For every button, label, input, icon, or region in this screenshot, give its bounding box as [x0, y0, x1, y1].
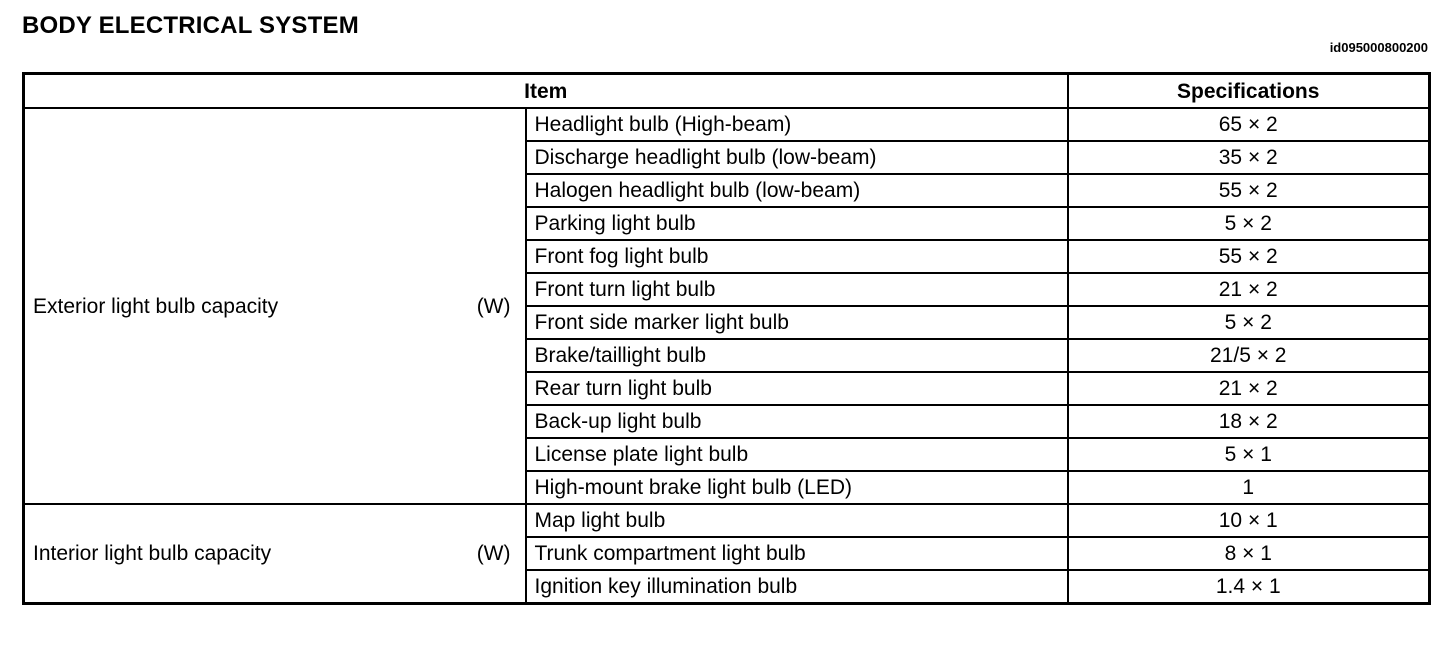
group-label-wrap	[33, 538, 517, 569]
specification-cell: 8 × 1	[1068, 537, 1430, 570]
item-cell: High-mount brake light bulb (LED)	[526, 471, 1068, 504]
item-cell: Headlight bulb (High-beam)	[526, 108, 1068, 141]
group-unit: (W)	[476, 542, 511, 565]
specification-cell: 5 × 2	[1068, 207, 1430, 240]
specification-cell: 1	[1068, 471, 1430, 504]
group-label-cell	[24, 504, 526, 604]
item-cell: Front fog light bulb	[526, 240, 1068, 273]
item-cell: Halogen headlight bulb (low-beam)	[526, 174, 1068, 207]
specification-cell: 5 × 2	[1068, 306, 1430, 339]
group-label: Exterior light bulb capacity	[33, 294, 279, 318]
column-header-specifications: Specifications	[1068, 74, 1430, 109]
specification-cell: 21 × 2	[1068, 372, 1430, 405]
item-cell: Discharge headlight bulb (low-beam)	[526, 141, 1068, 174]
group-label-cell	[24, 108, 526, 504]
bulb-spec-table	[22, 72, 1431, 605]
item-cell: Brake/taillight bulb	[526, 339, 1068, 372]
item-cell: Ignition key illumination bulb	[526, 570, 1068, 604]
table-body	[24, 108, 1430, 604]
specification-cell: 21/5 × 2	[1068, 339, 1430, 372]
specification-cell: 1.4 × 1	[1068, 570, 1430, 604]
page-title: BODY ELECTRICAL SYSTEM	[22, 12, 359, 39]
item-cell: Trunk compartment light bulb	[526, 537, 1068, 570]
specification-cell: 21 × 2	[1068, 273, 1430, 306]
item-cell: Front side marker light bulb	[526, 306, 1068, 339]
item-cell: Parking light bulb	[526, 207, 1068, 240]
item-cell: Rear turn light bulb	[526, 372, 1068, 405]
group-label-wrap	[33, 291, 517, 322]
document-id: id095000800200	[1329, 40, 1428, 55]
specification-cell: 35 × 2	[1068, 141, 1430, 174]
specification-cell: 65 × 2	[1068, 108, 1430, 141]
specification-cell: 18 × 2	[1068, 405, 1430, 438]
item-cell: License plate light bulb	[526, 438, 1068, 471]
table-header-row	[24, 74, 1430, 109]
item-cell: Map light bulb	[526, 504, 1068, 537]
specification-cell: 10 × 1	[1068, 504, 1430, 537]
specification-cell: 55 × 2	[1068, 240, 1430, 273]
group-label: Interior light bulb capacity	[33, 542, 272, 565]
specification-cell: 55 × 2	[1068, 174, 1430, 207]
table-row	[24, 504, 1430, 537]
group-unit: (W)	[476, 294, 511, 318]
column-header-item: Item	[24, 74, 1068, 109]
specification-cell: 5 × 1	[1068, 438, 1430, 471]
item-cell: Back-up light bulb	[526, 405, 1068, 438]
item-cell: Front turn light bulb	[526, 273, 1068, 306]
table-row	[24, 108, 1430, 141]
